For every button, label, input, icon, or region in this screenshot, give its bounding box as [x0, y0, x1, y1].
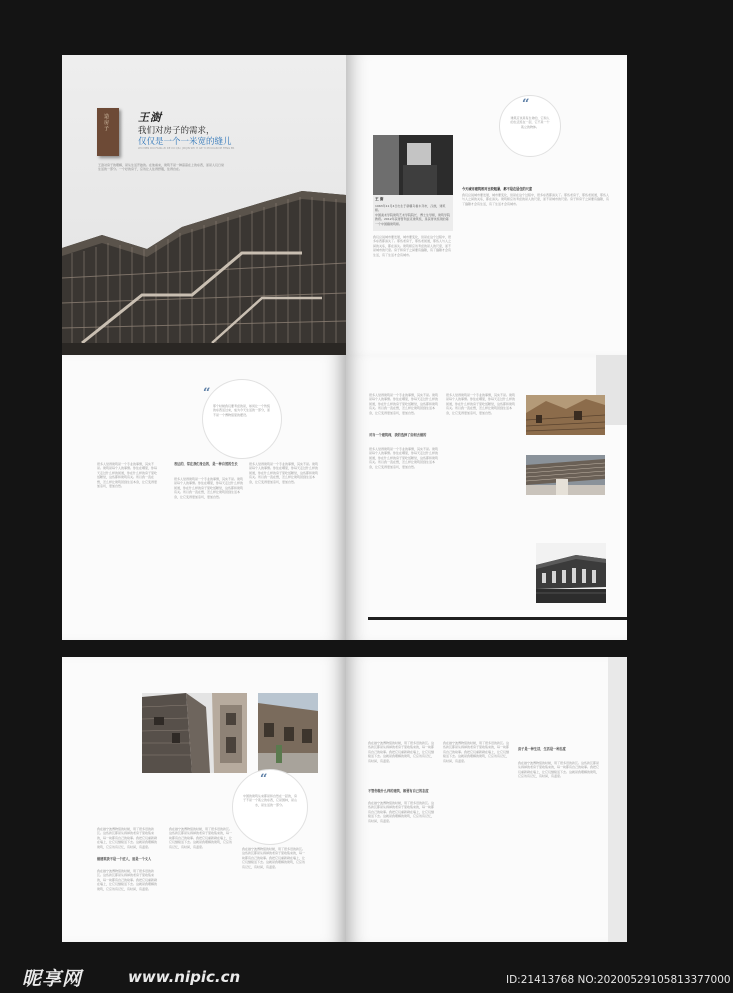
photo-figure — [403, 165, 437, 195]
profile-role: 1963年11月4日出生于新疆乌鲁木齐市，汉族，建筑师。 — [375, 204, 446, 213]
nipic-logo: 昵享网 — [22, 968, 83, 990]
quote-mark-icon: “ — [203, 386, 211, 401]
column-1-text: 很多人觉得建筑是一个专业的事情，其实不是。建筑是每个人的事情。你住在哪里，你每天走过什么样的街道，你在什么样的房子里吃饭睡觉，这些都和建筑有关。所以我一直在想，怎么样让建筑回到生活本身，让它变得更加亲切，更加自然。 — [369, 393, 439, 415]
column-3-text: 我在做宁波博物馆的时候，用了很多旧的砖瓦。这些砖瓦都是从拆掉的老房子里收集来的，每一块都有自己的故事。我把它们重新砌在墙上，让它们继续活下去。这就是我理解的建筑，它应该有记忆，有时间，有温度。 — [518, 761, 600, 779]
column-2-text: 我在做宁波博物馆的时候，用了很多旧的砖瓦。这些砖瓦都是从拆掉的老房子里收集来的，每一块都有自己的故事。我把它们重新砌在墙上，让它们继续活下去。这就是我理解的建筑，它应该有记忆，有时间，有温度。 — [443, 741, 510, 763]
pinyin-subtitle: WO MEN DUI FANG ZI DE XU QIU, JIN JIN SHI YI GE YI MI KUAN DE FENG ER — [138, 147, 235, 150]
book-cover-image — [97, 108, 119, 156]
side-black-bar — [368, 617, 627, 620]
spread2-right-page — [346, 355, 627, 640]
article-heading: 今天城市建筑相对比较粗暴，都不是在居住的尺度 — [462, 187, 533, 191]
section-heading-1: 表达的，常在我们身边的，是一种自然的生长 — [174, 462, 238, 466]
courtyard-photo — [258, 693, 318, 773]
section-heading-2: 对当一个建筑师，我的选择了如何去做的 — [369, 433, 427, 437]
book-cover-title: 造房子 — [104, 114, 110, 132]
column-1b-text: 很多人觉得建筑是一个专业的事情，其实不是。建筑是每个人的事情。你住在哪里，你每天走过什么样的街道，你在什么样的房子里吃饭睡觉，这些都和建筑有关。所以我一直在想，怎么样让建筑回到生活本身，让它变得更加亲切，更加自然。 — [369, 447, 439, 469]
spread1-right-page — [346, 55, 627, 356]
column-1-text: 很多人觉得建筑是一个专业的事情，其实不是。建筑是每个人的事情。你住在哪里，你每天走过什么样的街道，你在什么样的房子里吃饭睡觉，这些都和建筑有关。所以我一直在想，怎么样让建筑回到生活本身，让它变得更加亲切，更加自然。 — [97, 462, 157, 489]
photo-window — [373, 135, 399, 195]
spread3-left-page — [62, 657, 346, 942]
watermark-bar — [0, 958, 733, 993]
village-photo — [526, 395, 605, 435]
photo-face-blur — [407, 143, 431, 167]
spread2-left-page — [62, 355, 346, 640]
profile-text: 中国美术学院建筑艺术学院院长、博士生导师，建筑学院教授。2012年获得普利兹克建筑奖，是获得该奖项的第一个中国籍建筑师。 — [375, 213, 451, 226]
section-heading-3: 房子是一种生活，生活是一种态度 — [518, 747, 566, 751]
column-1-text: 我在做宁波博物馆的时候，用了很多旧的砖瓦。这些砖瓦都是从拆掉的老房子里收集来的，每一块都有自己的故事。我把它们重新砌在墙上，让它们继续活下去。这就是我理解的建筑，它应该有记忆，有时间，有温度。 — [368, 741, 435, 763]
nipic-url: www.nipic.cn — [128, 968, 241, 986]
building-photo — [62, 183, 346, 356]
rooftop-photo — [526, 455, 605, 495]
column-1b-text: 我在做宁波博物馆的时候，用了很多旧的砖瓦。这些砖瓦都是从拆掉的老房子里收集来的，每一块都有自己的故事。我把它们重新砌在墙上，让它们继续活下去。这就是我理解的建筑，它应该有记忆，有时间，有温度。 — [97, 869, 158, 891]
pull-quote-circle — [202, 379, 282, 459]
side-grey-bar — [608, 657, 627, 942]
title-line-2: 仅仅是一个一米宽的缝儿 — [138, 137, 232, 147]
pull-quote-text: 中国的建筑从来都是和自然在一起的，房子不是一个孤立的东西，它是园林，是山水，是生活的一部分。 — [243, 794, 297, 807]
quote-mark-icon: “ — [522, 97, 530, 112]
lead-paragraph: 王澍对房子的理解，是从生活开始的。在他看来，建筑不是一种高高在上的东西，而是人们日常生活的一部分。一个好的房子，应该让人住得舒服，住得自在。 — [98, 163, 225, 172]
column-2-text: 很多人觉得建筑是一个专业的事情，其实不是。建筑是每个人的事情。你住在哪里，你每天走过什么样的街道，你在什么样的房子里吃饭睡觉，这些都和建筑有关。所以我一直在想，怎么样让建筑回到生活本身，让它变得更加亲切，更加自然。 — [446, 393, 516, 415]
article-body-top: 我们总说城市要发展，城市要变化，但是在这个过程中，很多东西都消失了。那些老房子，那些老街道，那些人与人之间的关系，都在消失。建筑师应该考虑的是人的尺度，而不是城市的尺度。房子和房子之间要有缝隙，有了缝隙才会有生活，有了生活才会有城市。 — [462, 193, 610, 206]
spread3-right-page — [346, 657, 627, 942]
calligraphy-logo: 王澍 — [138, 111, 162, 124]
column-2-text: 我在做宁波博物馆的时候，用了很多旧的砖瓦。这些砖瓦都是从拆掉的老房子里收集来的，每一块都有自己的故事。我把它们重新砌在墙上，让它们继续活下去。这就是我理解的建筑，它应该有记忆，有时间，有温度。 — [169, 827, 233, 849]
quote-mark-icon: “ — [260, 772, 268, 787]
museum-photo — [536, 543, 606, 603]
spread1-left-page — [62, 55, 346, 356]
section-heading-1: 做建筑我不是一个匠人，而是一个文人 — [97, 857, 152, 861]
article-body-left: 我们总说城市要发展，城市要变化，但是在这个过程中，很多东西都消失了。那些老房子，那些老街道，那些人与人之间的关系，都在消失。建筑师应该考虑的是人的尺度，而不是城市的尺度。房子和房子之间要有缝隙，有了缝隙才会有生活，有了生活才会有城市。 — [373, 235, 452, 257]
column-1b-text: 我在做宁波博物馆的时候，用了很多旧的砖瓦。这些砖瓦都是从拆掉的老房子里收集来的，每一块都有自己的故事。我把它们重新砌在墙上，让它们继续活下去。这就是我理解的建筑，它应该有记忆，有时间，有温度。 — [368, 801, 435, 823]
column-2-text: 很多人觉得建筑是一个专业的事情，其实不是。建筑是每个人的事情。你住在哪里，你每天走过什么样的街道，你在什么样的房子里吃饭睡觉，这些都和建筑有关。所以我一直在想，怎么样让建筑回到生活本身，让它变得更加亲切，更加自然。 — [174, 477, 244, 499]
portrait-photo — [373, 135, 453, 195]
pull-quote-text: 那个时候我们要考虑的是，如何让一个传统的东西活过来，成为今天生活的一部分，而不是一个博物馆里的摆设。 — [213, 404, 271, 417]
pull-quote-circle — [232, 769, 308, 845]
brick-wall-photo — [142, 693, 247, 773]
profile-name: 王 澍 — [375, 197, 384, 201]
image-id-text: ID:21413768 NO:20200529105813377000 — [506, 974, 731, 986]
column-3-text: 我在做宁波博物馆的时候，用了很多旧的砖瓦。这些砖瓦都是从拆掉的老房子里收集来的，每一块都有自己的故事。我把它们重新砌在墙上，让它们继续活下去。这就是我理解的建筑，它应该有记忆，有时间，有温度。 — [242, 847, 306, 869]
section-heading-2: 不管你做什么样的建筑，都要有自己的态度 — [368, 789, 429, 793]
pull-quote-circle — [499, 95, 561, 157]
title-line-1: 我们对房子的需求， — [138, 126, 215, 136]
column-3-text: 很多人觉得建筑是一个专业的事情，其实不是。建筑是每个人的事情。你住在哪里，你每天走过什么样的街道，你在什么样的房子里吃饭睡觉，这些都和建筑有关。所以我一直在想，怎么样让建筑回到生活本身，让它变得更加亲切，更加自然。 — [249, 462, 319, 484]
column-1-text: 我在做宁波博物馆的时候，用了很多旧的砖瓦。这些砖瓦都是从拆掉的老房子里收集来的，每一块都有自己的故事。我把它们重新砌在墙上，让它们继续活下去。这就是我理解的建筑，它应该有记忆，有时间，有温度。 — [97, 827, 158, 849]
pull-quote-text: 建筑应该是有生命的，它和人的生活连在一起，它不是一个孤立的物体。 — [510, 116, 550, 129]
